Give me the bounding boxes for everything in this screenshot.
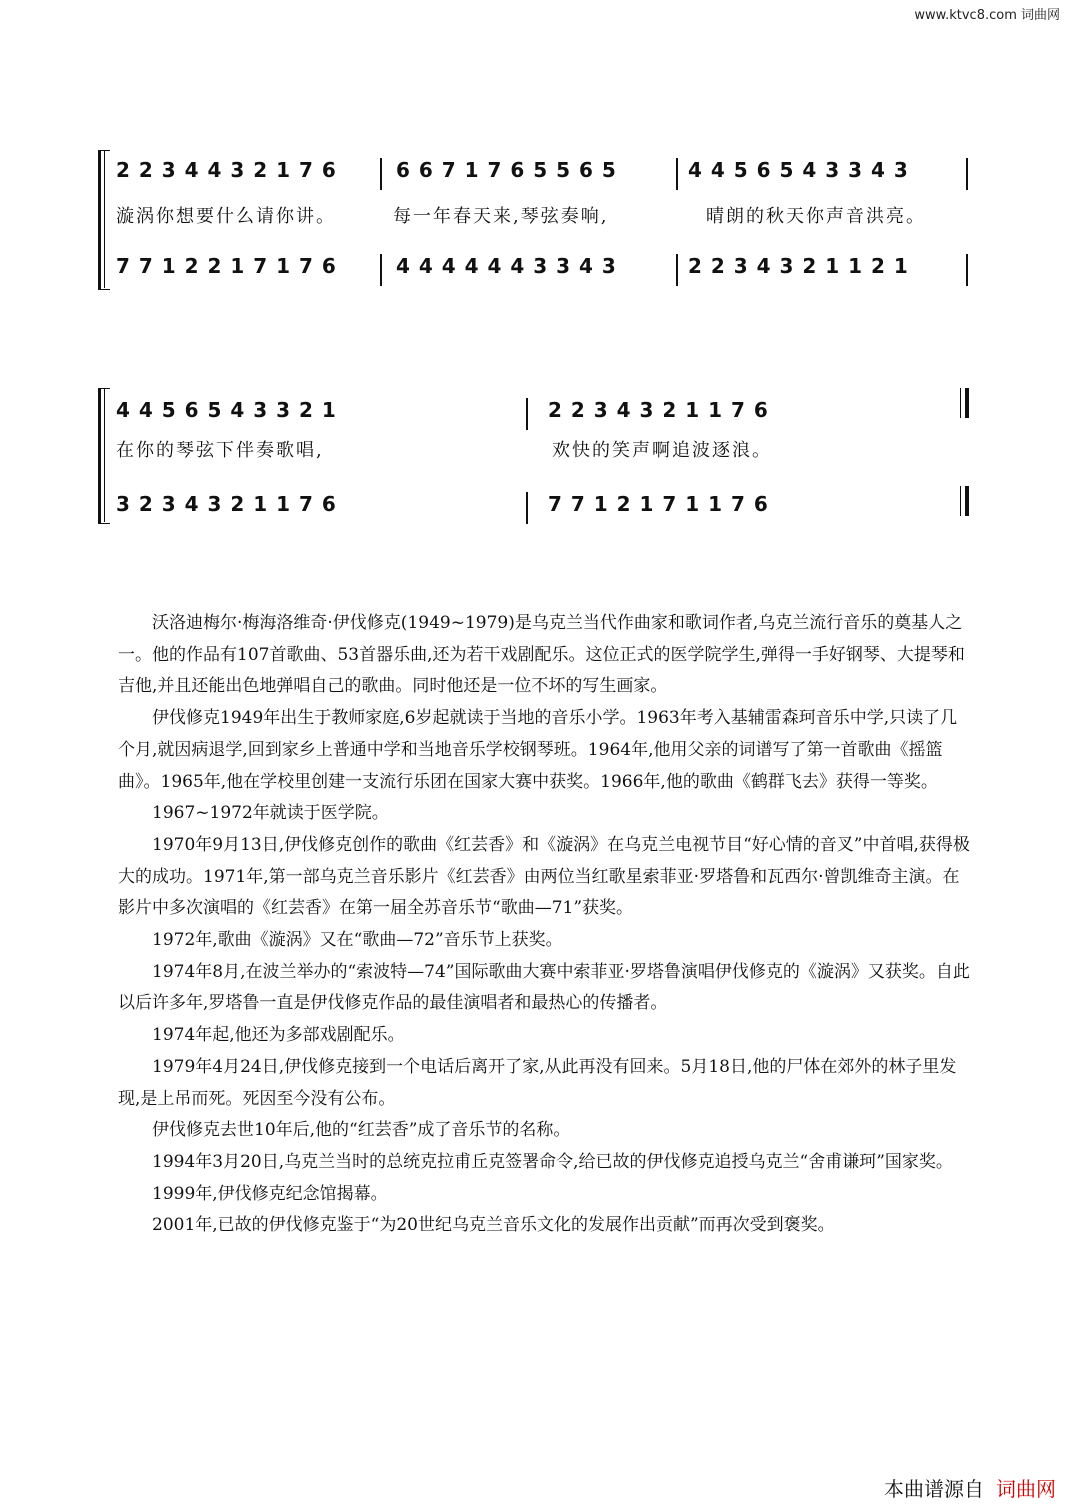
- measure-group: 7 7 1 2 2 1 7 1 7 6: [116, 254, 337, 278]
- bar-line: [676, 158, 678, 190]
- paragraph: 2001年,已故的伊伐修克鉴于“为20世纪乌克兰音乐文化的发展作出贡献”而再次受到褒奖。: [152, 1215, 835, 1236]
- source-footer: [884, 1473, 1056, 1502]
- measure-group: 2 2 3 4 3 2 1 1 7 6: [548, 398, 769, 422]
- paragraph: 1974年8月,在波兰举办的“索波特—74”国际歌曲大赛中索菲亚·罗塔鲁演唱伊伐修克的《漩涡》又获奖。自此以后许多年,罗塔鲁一直是伊伐修克作品的最佳演唱者和最热心的传播者。: [118, 961, 970, 1014]
- final-barline: [965, 388, 969, 418]
- bar-line: [526, 398, 528, 430]
- paragraph: 沃洛迪梅尔·梅海洛维奇·伊伐修克(1949~1979)是乌克兰当代作曲家和歌词作者,乌克兰流行音乐的奠基人之一。他的作品有107首歌曲、53首器乐曲,还为若干戏剧配乐。这位正式的医学院学生,弹得一手好钢琴、大提琴和吉他,并且还能出色地弹唱自己的歌曲。同时他还是一位不坏的写生画家。: [118, 613, 965, 697]
- measure-group: 4 4 4 4 4 4 3 3 4 3: [396, 254, 617, 278]
- lyric-phrase: 每一年春天来,琴弦奏响,: [393, 206, 609, 227]
- measure-group: 3 2 3 4 3 2 1 1 7 6: [116, 492, 337, 516]
- score-system-1: [98, 150, 978, 290]
- measure-group: 4 4 5 6 5 4 3 3 2 1: [116, 398, 337, 422]
- measure-group: 6 6 7 1 7 6 5 5 6 5: [396, 158, 617, 182]
- final-barline-thin: [960, 388, 961, 418]
- paragraph: 伊伐修克1949年出生于教师家庭,6岁起就读于当地的音乐小学。1963年考入基辅雷森珂音乐中学,只读了几个月,就因病退学,回到家乡上普通中学和当地音乐学校钢琴班。1964年,他用父亲的词谱写了第一首歌曲《摇篮曲》。1965年,他在学校里创建一支流行乐团在国家大赛中获奖。1966年,他的歌曲《鹤群飞去》获得一等奖。: [118, 708, 958, 792]
- site-link[interactable]: 词曲网: [996, 1477, 1056, 1501]
- measure-group: 2 2 3 4 3 2 1 1 2 1: [688, 254, 909, 278]
- paragraph: 1970年9月13日,伊伐修克创作的歌曲《红芸香》和《漩涡》在乌克兰电视节目“好心情的音叉”中首唱,获得极大的成功。1971年,第一部乌克兰音乐影片《红芸香》由两位当红歌星索菲亚·罗塔鲁和瓦西尔·曾凯维奇主演。在影片中多次演唱的《红芸香》在第一届全苏音乐节“歌曲—71”获奖。: [118, 834, 970, 919]
- lyric-phrase: 漩涡你想要什么请你讲。: [116, 206, 336, 227]
- site-watermark: www.ktvc8.com 词曲网: [914, 8, 1060, 23]
- source-label: 本曲谱源自: [884, 1477, 984, 1501]
- paragraph: 1994年3月20日,乌克兰当时的总统克拉甫丘克签署命令,给已故的伊伐修克追授乌克兰“舍甫谦珂”国家奖。: [152, 1151, 953, 1172]
- lyric-phrase: 在你的琴弦下伴奏歌唱,: [116, 440, 324, 461]
- paragraph: 1979年4月24日,伊伐修克接到一个电话后离开了家,从此再没有回来。5月18日,他的尸体在郊外的林子里发现,是上吊而死。死因至今没有公布。: [118, 1056, 957, 1109]
- bar-line: [526, 492, 528, 524]
- bar-line: [966, 254, 968, 286]
- measure-group: 7 7 1 2 1 7 1 1 7 6: [548, 492, 769, 516]
- final-barline-thin: [960, 486, 961, 516]
- paragraph: 1967~1972年就读于医学院。: [152, 803, 389, 824]
- biography-text: [118, 608, 970, 1242]
- paragraph: 1972年,歌曲《漩涡》又在“歌曲—72”音乐节上获奖。: [152, 930, 563, 951]
- paragraph: 1974年起,他还为多部戏剧配乐。: [152, 1025, 405, 1046]
- score-system-2: [98, 388, 978, 524]
- paragraph: 1999年,伊伐修克纪念馆揭幕。: [152, 1183, 388, 1204]
- lyric-phrase: 欢快的笑声啊追波逐浪。: [552, 440, 772, 461]
- lyric-phrase: 晴朗的秋天你声音洪亮。: [706, 206, 926, 227]
- bar-line: [380, 158, 382, 190]
- bar-line: [380, 254, 382, 286]
- measure-group: 2 2 3 4 4 3 2 1 7 6: [116, 158, 337, 182]
- bar-line: [676, 254, 678, 286]
- measure-group: 4 4 5 6 5 4 3 3 4 3: [688, 158, 909, 182]
- final-barline: [965, 486, 969, 516]
- bar-line: [966, 158, 968, 190]
- paragraph: 伊伐修克去世10年后,他的“红芸香”成了音乐节的名称。: [152, 1120, 571, 1141]
